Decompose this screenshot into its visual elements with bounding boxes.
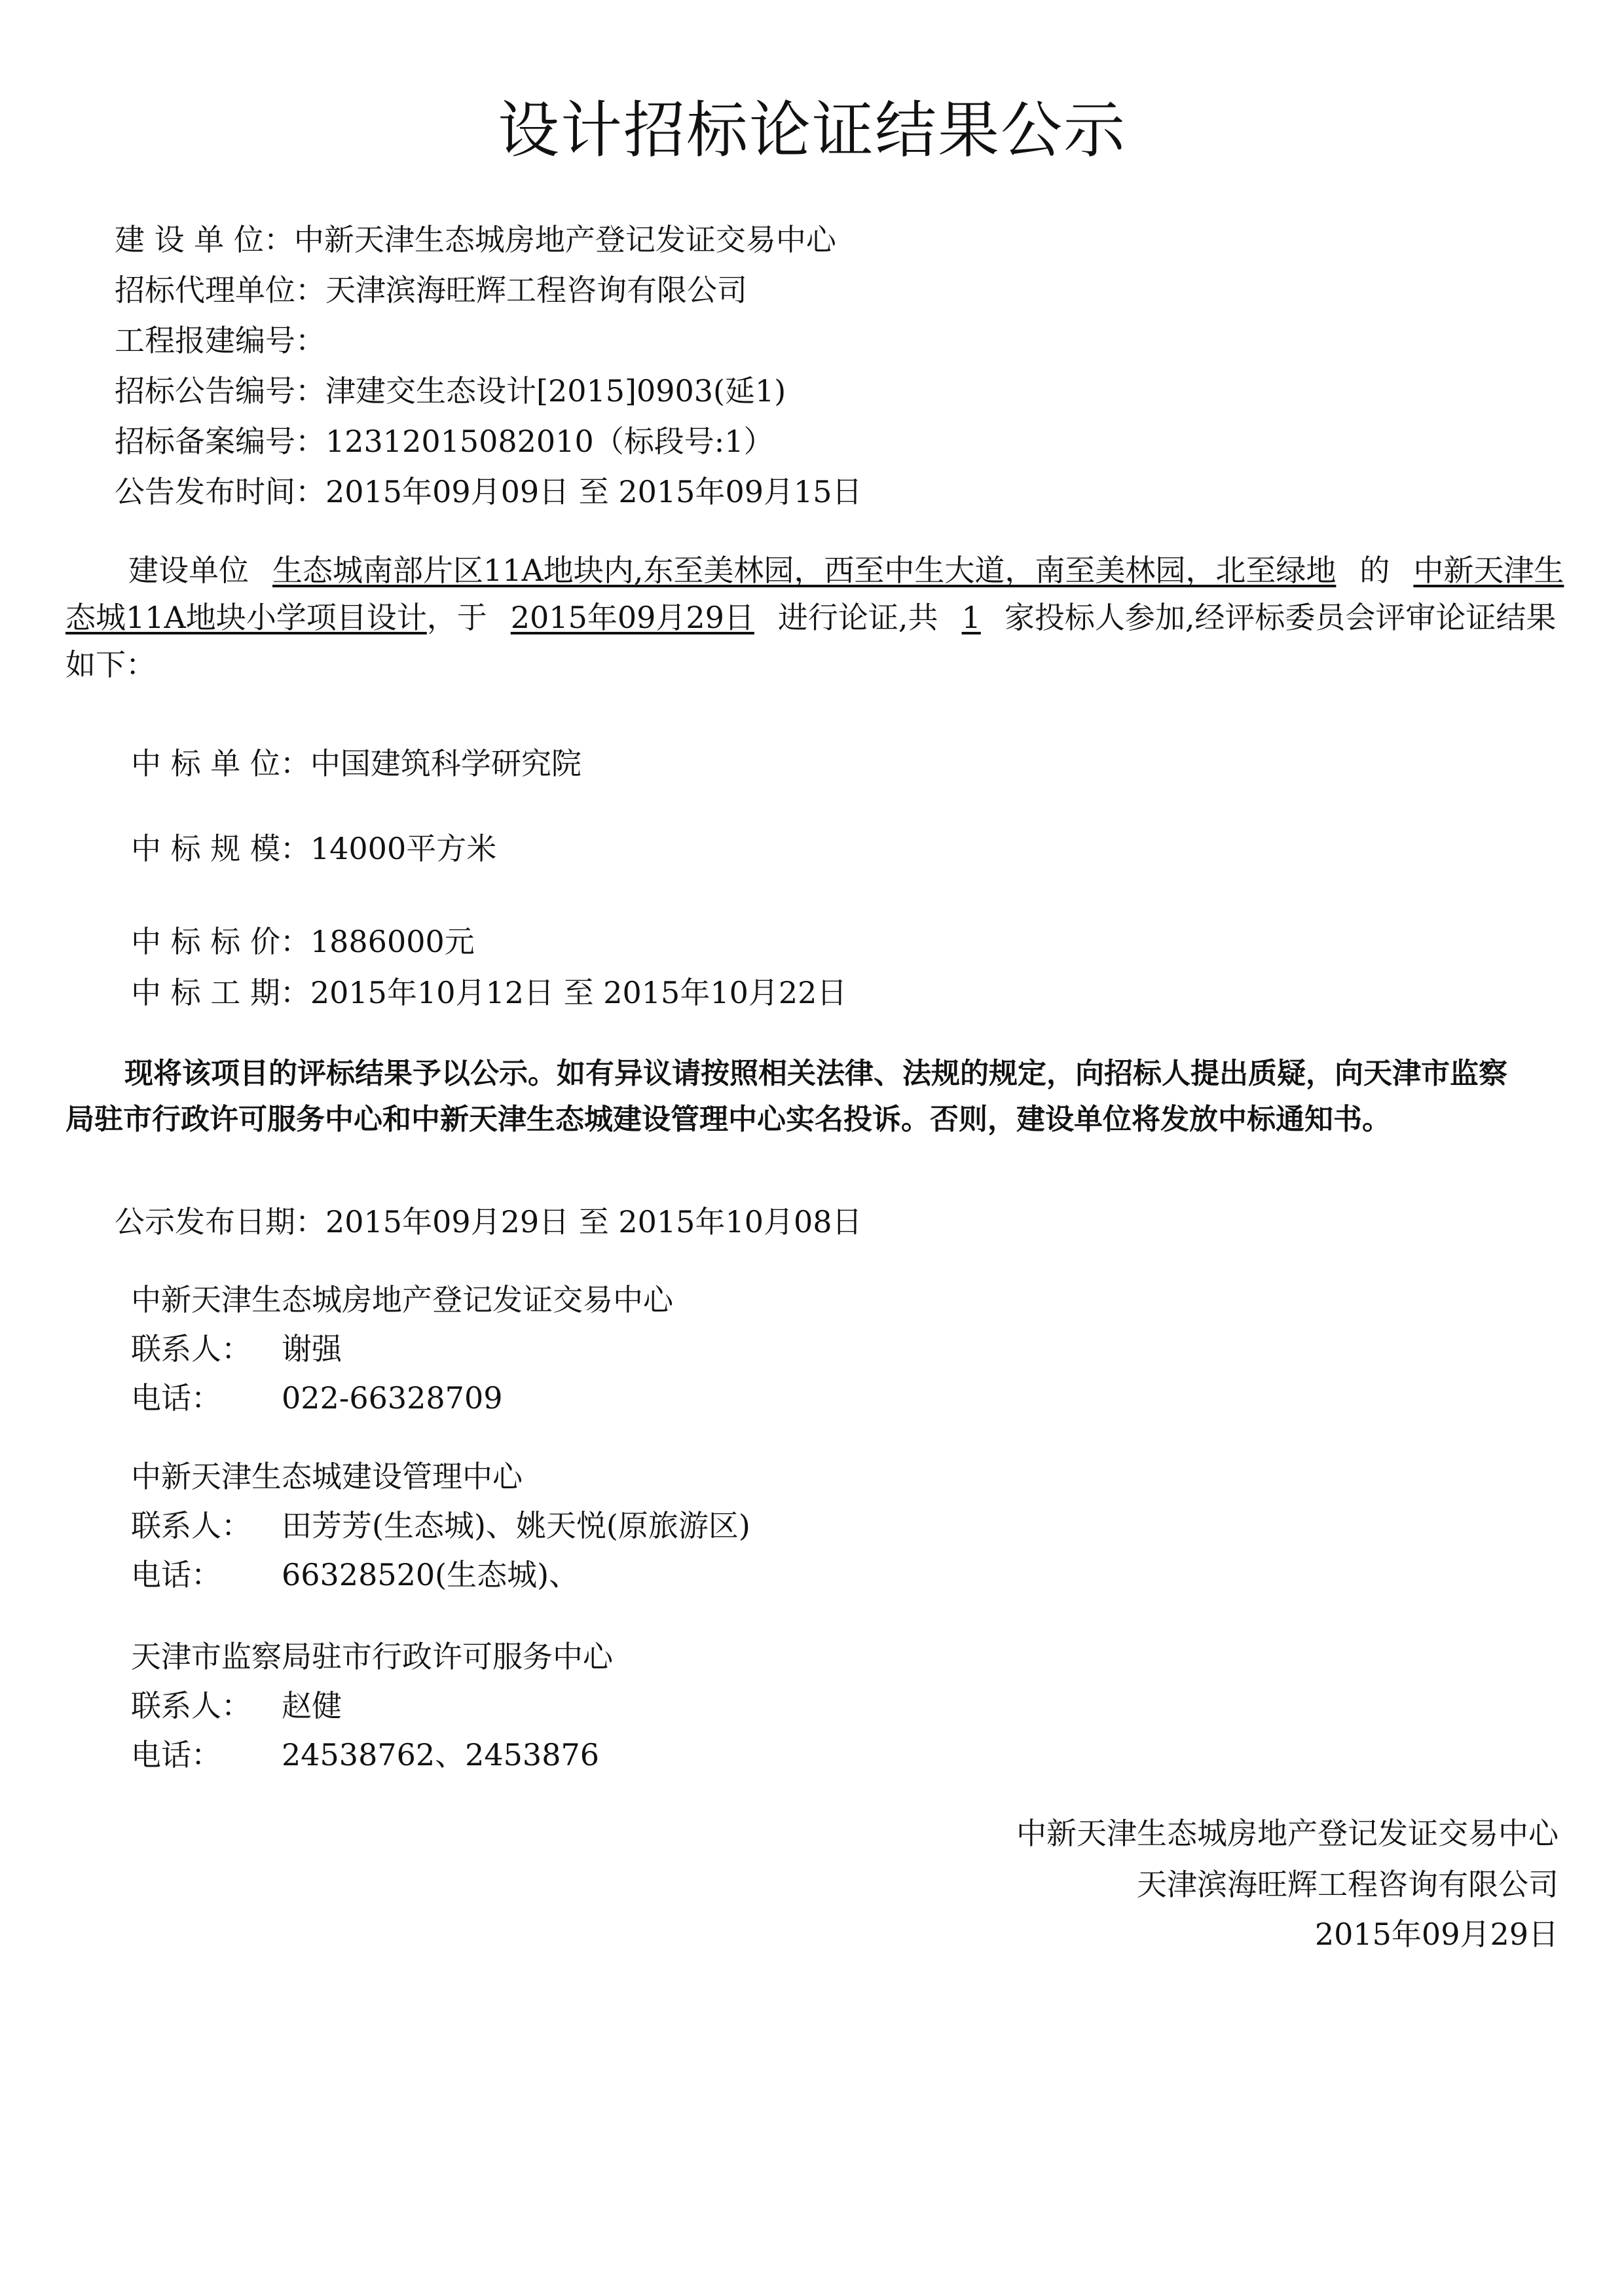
result-winner [131, 744, 581, 783]
intro-text: 家投标人参加,经评标委员会评审论证结果如下： [65, 600, 1557, 682]
result-duration [131, 973, 847, 1012]
contact-person-label: 联系人： [131, 1331, 251, 1367]
contact-phone-label: 电话： [131, 1380, 221, 1416]
contact-phone-number: 24538762、2453876 [282, 1737, 599, 1772]
intro-text: ，于 [426, 600, 487, 635]
result-label: 中 标 规 模： [131, 831, 310, 866]
contact-phone-number: 66328520(生态城)、 [282, 1557, 580, 1592]
contact-phone [131, 1735, 599, 1774]
signature-date: 2015年09月29日 [1314, 1917, 1559, 1952]
result-value: 2015年10月12日 至 2015年10月22日 [310, 975, 847, 1010]
result-scale [131, 829, 496, 868]
signature-org-2: 天津滨海旺辉工程咨询有限公司 [1137, 1867, 1559, 1902]
bidder-count: 1 [961, 600, 981, 635]
review-date: 2015年09月29日 [510, 600, 754, 635]
field-label: 招标备案编号： [115, 424, 325, 459]
notice-text: 现将该项目的评标结果予以公示。如有异议请按照相关法律、法规的规定，向招标人提出质疑，向天津市监察局驻市行政许可服务中心和中新天津生态城建设管理中心实名投诉。否则，建设单位将发放中标通知书。 [65, 1057, 1507, 1136]
field-filing-number [115, 422, 774, 461]
publicity-period [115, 1202, 862, 1241]
contact-person [131, 1329, 342, 1368]
field-value: 2015年09月09日 至 2015年09月15日 [325, 474, 862, 509]
contact-org: 中新天津生态城房地产登记发证交易中心 [131, 1282, 673, 1317]
field-announcement-number [115, 371, 786, 411]
field-value: 天津滨海旺辉工程咨询有限公司 [325, 272, 747, 308]
contact-person-name: 田芳芳(生态城)、姚天悦(原旅游区) [282, 1508, 750, 1543]
field-project-number [115, 321, 325, 360]
contact-person-label: 联系人： [131, 1688, 251, 1723]
field-label: 公告发布时间： [115, 474, 325, 509]
intro-text: 进行论证,共 [777, 600, 938, 635]
contact-person [131, 1506, 750, 1545]
intro-text: 建设单位 [128, 553, 249, 588]
publicity-value: 2015年09月29日 至 2015年10月08日 [325, 1204, 862, 1239]
contact-person-name: 赵健 [282, 1688, 342, 1723]
field-builder [115, 220, 836, 259]
result-price [131, 922, 475, 961]
result-label: 中 标 单 位： [131, 746, 310, 781]
contact-phone [131, 1555, 579, 1594]
result-value: 1886000元 [310, 924, 475, 959]
signature-org-1: 中新天津生态城房地产登记发证交易中心 [1016, 1816, 1559, 1851]
project-location: 生态城南部片区11A地块内,东至美林园，西至中生大道，南至美林园，北至绿地 [272, 553, 1337, 588]
field-label: 招标代理单位： [115, 272, 325, 308]
result-label: 中 标 工 期： [131, 975, 310, 1010]
contact-person-name: 谢强 [282, 1331, 342, 1367]
intro-text: 的 [1359, 553, 1390, 588]
project-name: 中新天津生态城11A地块小学项目设计 [65, 553, 1564, 635]
field-label: 建 设 单 位： [115, 222, 294, 257]
result-value: 中国建筑科学研究院 [310, 746, 581, 781]
contact-phone-number: 022-66328709 [282, 1380, 503, 1416]
field-value: 12312015082010（标段号:1） [325, 424, 774, 459]
result-label: 中 标 标 价： [131, 924, 310, 959]
publicity-label: 公示发布日期： [115, 1204, 325, 1239]
contact-phone-label: 电话： [131, 1557, 221, 1592]
contact-person-label: 联系人： [131, 1508, 251, 1543]
document-title: 设计招标论证结果公示 [497, 95, 1126, 166]
field-label: 工程报建编号： [115, 323, 325, 358]
result-value: 14000平方米 [310, 831, 497, 866]
contact-org: 中新天津生态城建设管理中心 [131, 1459, 523, 1494]
contact-org: 天津市监察局驻市行政许可服务中心 [131, 1639, 613, 1674]
field-value: 中新天津生态城房地产登记发证交易中心 [293, 222, 836, 257]
field-value: 津建交生态设计[2015]0903(延1) [325, 373, 786, 409]
field-announcement-period [115, 472, 862, 511]
intro-paragraph [65, 547, 1565, 688]
contact-phone-label: 电话： [131, 1737, 221, 1772]
field-agency [115, 270, 747, 310]
contact-phone [131, 1378, 502, 1418]
contact-person [131, 1686, 342, 1725]
field-label: 招标公告编号： [115, 373, 325, 409]
objection-notice [65, 1051, 1526, 1143]
